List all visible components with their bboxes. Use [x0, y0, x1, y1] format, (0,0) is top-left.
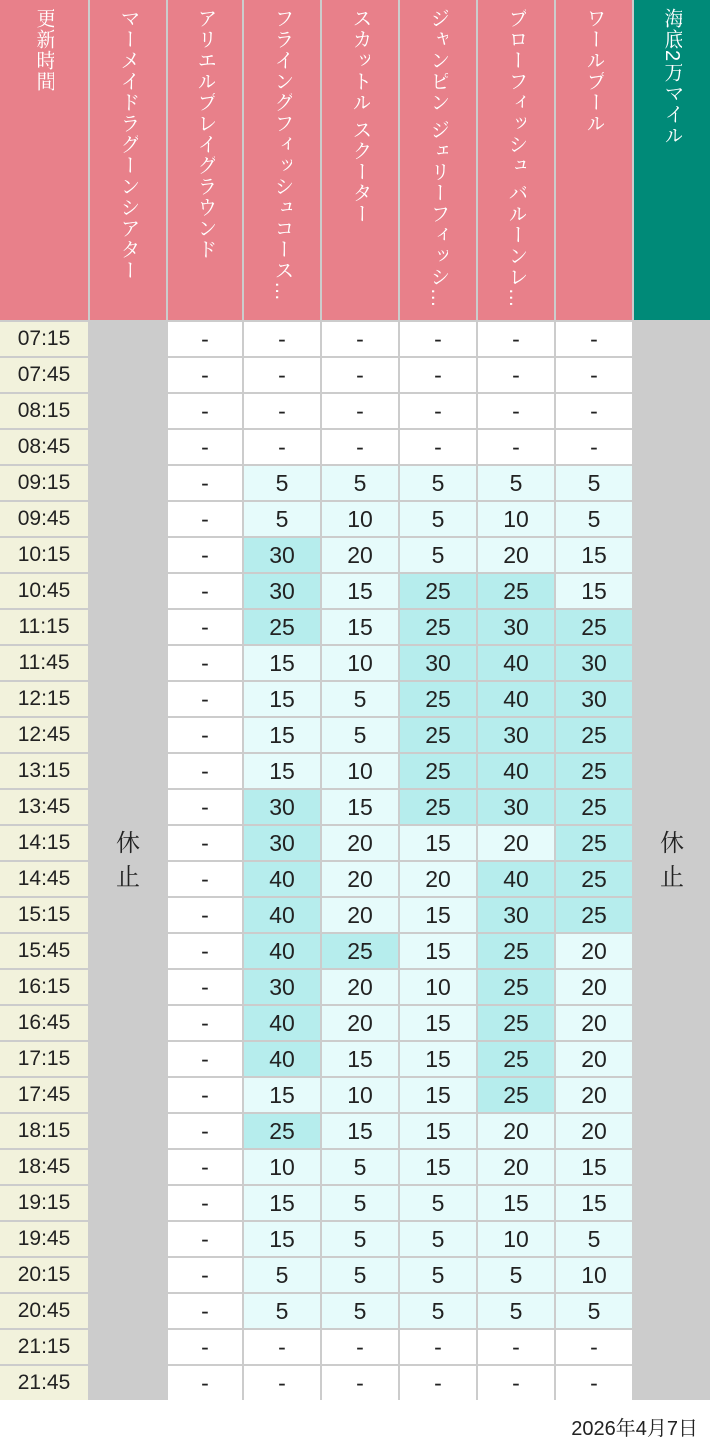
- time-cell: 15:45: [0, 934, 88, 968]
- closed-label-char: 休: [116, 830, 140, 857]
- wait-time-cell: 5: [556, 466, 632, 500]
- time-cell: 20:15: [0, 1258, 88, 1292]
- wait-time-cell: 15: [244, 1186, 320, 1220]
- wait-time-cell: 15: [400, 1150, 476, 1184]
- attraction-name: ワールプール: [584, 8, 604, 134]
- time-cell: 13:15: [0, 754, 88, 788]
- wait-time-cell: -: [168, 322, 242, 356]
- wait-time-cell: 15: [400, 1114, 476, 1148]
- wait-time-cell: -: [168, 1006, 242, 1040]
- wait-time-cell: -: [244, 358, 320, 392]
- update-date: 2026年4月7日: [571, 1418, 698, 1440]
- wait-time-cell: -: [168, 1366, 242, 1400]
- wait-time-cell: 5: [400, 1258, 476, 1292]
- wait-time-cell: -: [556, 1330, 632, 1364]
- wait-time-cell: -: [478, 1366, 554, 1400]
- wait-time-cell: 40: [478, 646, 554, 680]
- wait-time-cell: 15: [322, 610, 398, 644]
- wait-time-cell: -: [168, 754, 242, 788]
- wait-time-cell: 20: [556, 1114, 632, 1148]
- attraction-header-6[interactable]: [478, 0, 554, 320]
- wait-time-cell: 10: [322, 754, 398, 788]
- time-cell: 18:15: [0, 1114, 88, 1148]
- wait-time-cell: -: [168, 538, 242, 572]
- time-cell: 10:15: [0, 538, 88, 572]
- wait-time-cell: -: [168, 1078, 242, 1112]
- wait-time-cell: 5: [400, 466, 476, 500]
- wait-time-cell: 5: [322, 1258, 398, 1292]
- wait-time-cell: -: [168, 394, 242, 428]
- wait-time-cell: -: [168, 718, 242, 752]
- time-cell: 08:15: [0, 394, 88, 428]
- wait-time-cell: 20: [556, 1006, 632, 1040]
- wait-time-cell: -: [168, 502, 242, 536]
- attraction-name: フライングフィッシュコースター: [272, 8, 292, 308]
- wait-time-cell: 20: [478, 538, 554, 572]
- wait-time-cell: 15: [556, 1150, 632, 1184]
- attraction-name: スカットル スクーター: [350, 8, 370, 225]
- wait-time-cell: 20: [556, 970, 632, 1004]
- wait-time-cell: 30: [478, 718, 554, 752]
- wait-time-cell: -: [478, 1330, 554, 1364]
- wait-time-cell: 5: [322, 1222, 398, 1256]
- wait-time-cell: -: [168, 1114, 242, 1148]
- wait-time-cell: 20: [322, 538, 398, 572]
- time-cell: 08:45: [0, 430, 88, 464]
- time-cell: 19:45: [0, 1222, 88, 1256]
- wait-time-cell: 40: [244, 934, 320, 968]
- wait-time-cell: -: [168, 430, 242, 464]
- attraction-header-4[interactable]: [322, 0, 398, 320]
- wait-time-cell: 25: [556, 898, 632, 932]
- wait-time-cell: -: [478, 322, 554, 356]
- time-cell: 13:45: [0, 790, 88, 824]
- wait-time-cell: -: [168, 574, 242, 608]
- wait-time-cell: 25: [400, 610, 476, 644]
- attraction-name: 海底2万マイル: [662, 8, 682, 147]
- wait-time-cell: -: [322, 394, 398, 428]
- wait-time-cell: 25: [556, 610, 632, 644]
- wait-time-cell: -: [478, 394, 554, 428]
- wait-time-cell: -: [400, 430, 476, 464]
- wait-time-cell: -: [168, 466, 242, 500]
- wait-time-cell: -: [400, 322, 476, 356]
- time-cell: 14:15: [0, 826, 88, 860]
- wait-time-cell: 30: [244, 970, 320, 1004]
- wait-time-cell: 5: [322, 466, 398, 500]
- wait-time-cell: 25: [400, 574, 476, 608]
- wait-time-cell: 20: [400, 862, 476, 896]
- time-cell: 07:45: [0, 358, 88, 392]
- wait-time-cell: 25: [556, 718, 632, 752]
- wait-time-cell: 25: [478, 574, 554, 608]
- wait-time-cell: -: [478, 430, 554, 464]
- wait-time-cell: 15: [244, 754, 320, 788]
- wait-time-cell: 10: [556, 1258, 632, 1292]
- wait-time-cell: 5: [322, 1186, 398, 1220]
- wait-time-cell: 5: [556, 1294, 632, 1328]
- wait-time-cell: -: [168, 610, 242, 644]
- wait-time-cell: 5: [322, 718, 398, 752]
- wait-time-cell: 40: [244, 862, 320, 896]
- wait-time-cell: 20: [322, 826, 398, 860]
- wait-time-cell: 25: [400, 754, 476, 788]
- wait-time-cell: 10: [322, 502, 398, 536]
- wait-time-cell: 5: [244, 1258, 320, 1292]
- wait-time-cell: -: [168, 826, 242, 860]
- wait-time-cell: 15: [400, 1006, 476, 1040]
- wait-time-cell: -: [244, 430, 320, 464]
- attraction-name: マーメイドラグーンシアター: [118, 8, 138, 281]
- wait-time-cell: -: [168, 358, 242, 392]
- wait-time-cell: 10: [322, 1078, 398, 1112]
- time-cell: 20:45: [0, 1294, 88, 1328]
- wait-time-cell: -: [556, 394, 632, 428]
- wait-time-cell: 20: [556, 1042, 632, 1076]
- wait-time-cell: 25: [244, 1114, 320, 1148]
- wait-time-cell: 15: [400, 934, 476, 968]
- wait-time-cell: 5: [400, 538, 476, 572]
- wait-time-cell: 40: [244, 1006, 320, 1040]
- wait-time-cell: 15: [322, 1114, 398, 1148]
- time-cell: 18:45: [0, 1150, 88, 1184]
- wait-time-cell: 15: [556, 574, 632, 608]
- wait-time-cell: 20: [322, 1006, 398, 1040]
- wait-time-cell: 25: [556, 862, 632, 896]
- time-cell: 17:45: [0, 1078, 88, 1112]
- time-cell: 14:45: [0, 862, 88, 896]
- wait-time-cell: 15: [478, 1186, 554, 1220]
- wait-time-cell: -: [168, 862, 242, 896]
- wait-time-cell: 25: [400, 718, 476, 752]
- wait-time-cell: 10: [400, 970, 476, 1004]
- wait-time-cell: -: [168, 1294, 242, 1328]
- wait-time-cell: 15: [400, 1078, 476, 1112]
- wait-time-cell: -: [556, 358, 632, 392]
- wait-time-cell: -: [400, 1330, 476, 1364]
- wait-time-cell: 20: [556, 1078, 632, 1112]
- time-cell: 10:45: [0, 574, 88, 608]
- wait-time-cell: 20: [478, 1114, 554, 1148]
- wait-time-cell: -: [322, 322, 398, 356]
- wait-time-cell: -: [556, 1366, 632, 1400]
- time-cell: 11:45: [0, 646, 88, 680]
- wait-time-cell: 5: [322, 682, 398, 716]
- wait-time-cell: -: [244, 1366, 320, 1400]
- wait-time-cell: 20: [478, 1150, 554, 1184]
- wait-time-cell: -: [168, 934, 242, 968]
- wait-time-cell: 30: [478, 610, 554, 644]
- wait-time-cell: -: [168, 1330, 242, 1364]
- wait-time-cell: 25: [400, 790, 476, 824]
- closed-column-20000-leagues: [634, 322, 710, 1400]
- wait-time-cell: -: [168, 682, 242, 716]
- wait-time-cell: 5: [556, 1222, 632, 1256]
- closed-label-char: 休: [660, 830, 684, 857]
- wait-time-cell: 5: [556, 502, 632, 536]
- wait-time-cell: 40: [478, 682, 554, 716]
- wait-time-cell: 15: [400, 826, 476, 860]
- time-cell: 09:45: [0, 502, 88, 536]
- wait-time-cell: 15: [244, 682, 320, 716]
- wait-time-cell: 30: [556, 646, 632, 680]
- closed-column-mermaid-lagoon-theater: [90, 322, 166, 1400]
- wait-time-cell: 5: [400, 502, 476, 536]
- attraction-header-7[interactable]: [556, 0, 632, 320]
- wait-time-cell: 20: [478, 826, 554, 860]
- wait-time-cell: 25: [322, 934, 398, 968]
- attraction-header-2[interactable]: [168, 0, 242, 320]
- wait-time-cell: 15: [400, 1042, 476, 1076]
- time-cell: 12:45: [0, 718, 88, 752]
- wait-time-cell: 15: [322, 790, 398, 824]
- wait-time-cell: -: [322, 358, 398, 392]
- wait-time-cell: 15: [556, 538, 632, 572]
- time-cell: 07:15: [0, 322, 88, 356]
- wait-time-cell: 15: [244, 1222, 320, 1256]
- wait-time-cell: 15: [556, 1186, 632, 1220]
- wait-time-cell: 25: [478, 1006, 554, 1040]
- wait-time-cell: 25: [556, 790, 632, 824]
- wait-time-cell: 10: [478, 502, 554, 536]
- wait-time-cell: 5: [244, 466, 320, 500]
- time-cell: 16:15: [0, 970, 88, 1004]
- wait-time-cell: 5: [244, 1294, 320, 1328]
- wait-time-cell: 5: [244, 502, 320, 536]
- wait-time-cell: 5: [322, 1294, 398, 1328]
- wait-time-cell: -: [244, 322, 320, 356]
- wait-time-cell: 10: [478, 1222, 554, 1256]
- time-cell: 19:15: [0, 1186, 88, 1220]
- wait-time-cell: 30: [478, 898, 554, 932]
- time-cell: 11:15: [0, 610, 88, 644]
- wait-time-cell: 30: [400, 646, 476, 680]
- time-cell: 15:15: [0, 898, 88, 932]
- wait-time-cell: 5: [400, 1294, 476, 1328]
- wait-time-cell: 15: [244, 1078, 320, 1112]
- wait-time-cell: 30: [244, 826, 320, 860]
- wait-time-cell: -: [400, 1366, 476, 1400]
- wait-time-cell: -: [168, 970, 242, 1004]
- attraction-name: ジャンピン ジェリーフィッシュ: [428, 8, 448, 308]
- wait-time-cell: -: [322, 1366, 398, 1400]
- wait-time-cell: -: [478, 358, 554, 392]
- wait-time-cell: 25: [244, 610, 320, 644]
- wait-time-cell: -: [556, 322, 632, 356]
- wait-time-cell: -: [244, 394, 320, 428]
- wait-time-cell: -: [556, 430, 632, 464]
- wait-time-cell: -: [168, 646, 242, 680]
- wait-time-cell: -: [168, 790, 242, 824]
- wait-time-cell: -: [400, 358, 476, 392]
- time-cell: 09:15: [0, 466, 88, 500]
- closed-label-char: 止: [116, 864, 140, 891]
- attraction-name: アリエルプレイグラウンド: [195, 8, 215, 260]
- wait-time-cell: 25: [400, 682, 476, 716]
- wait-time-cell: 30: [244, 574, 320, 608]
- wait-time-cell: 15: [244, 718, 320, 752]
- wait-time-cell: 25: [478, 970, 554, 1004]
- wait-time-cell: 25: [478, 1078, 554, 1112]
- wait-time-cell: -: [168, 1222, 242, 1256]
- attraction-header-3[interactable]: [244, 0, 320, 320]
- wait-time-cell: 30: [244, 538, 320, 572]
- wait-time-cell: 20: [322, 970, 398, 1004]
- wait-time-cell: 40: [478, 754, 554, 788]
- wait-time-cell: 5: [478, 1294, 554, 1328]
- wait-time-cell: -: [400, 394, 476, 428]
- wait-time-cell: 20: [322, 898, 398, 932]
- attraction-header-8[interactable]: [634, 0, 710, 320]
- wait-time-cell: 10: [244, 1150, 320, 1184]
- wait-time-cell: -: [168, 1258, 242, 1292]
- wait-time-cell: 30: [556, 682, 632, 716]
- wait-time-cell: 15: [244, 646, 320, 680]
- wait-time-cell: 5: [322, 1150, 398, 1184]
- wait-time-cell: 30: [244, 790, 320, 824]
- wait-time-cell: 40: [244, 898, 320, 932]
- wait-time-cell: -: [168, 1042, 242, 1076]
- wait-time-cell: 25: [478, 934, 554, 968]
- wait-time-cell: -: [322, 430, 398, 464]
- wait-time-cell: 30: [478, 790, 554, 824]
- wait-time-cell: 5: [400, 1222, 476, 1256]
- wait-time-cell: -: [244, 1330, 320, 1364]
- wait-time-cell: -: [322, 1330, 398, 1364]
- time-cell: 21:45: [0, 1366, 88, 1400]
- wait-time-cell: 20: [556, 934, 632, 968]
- time-cell: 12:15: [0, 682, 88, 716]
- wait-time-cell: 15: [322, 574, 398, 608]
- wait-time-cell: 15: [322, 1042, 398, 1076]
- attraction-name: ブローフィッシュ バルーンレース: [506, 8, 526, 308]
- wait-time-cell: 25: [556, 754, 632, 788]
- wait-time-cell: 20: [322, 862, 398, 896]
- wait-time-cell: 10: [322, 646, 398, 680]
- attraction-header-5[interactable]: [400, 0, 476, 320]
- wait-time-cell: 40: [478, 862, 554, 896]
- wait-time-cell: -: [168, 898, 242, 932]
- wait-time-cell: 5: [478, 466, 554, 500]
- wait-time-cell: 40: [244, 1042, 320, 1076]
- time-cell: 17:15: [0, 1042, 88, 1076]
- attraction-header-1[interactable]: [90, 0, 166, 320]
- wait-time-cell: -: [168, 1186, 242, 1220]
- time-header-label: 更新時間: [34, 8, 54, 92]
- wait-time-cell: 5: [478, 1258, 554, 1292]
- closed-label-char: 止: [660, 864, 684, 891]
- time-cell: 21:15: [0, 1330, 88, 1364]
- time-cell: 16:45: [0, 1006, 88, 1040]
- wait-time-cell: 15: [400, 898, 476, 932]
- wait-time-cell: -: [168, 1150, 242, 1184]
- time-column-header: [0, 0, 88, 320]
- wait-time-cell: 25: [556, 826, 632, 860]
- wait-time-cell: 25: [478, 1042, 554, 1076]
- wait-time-cell: 5: [400, 1186, 476, 1220]
